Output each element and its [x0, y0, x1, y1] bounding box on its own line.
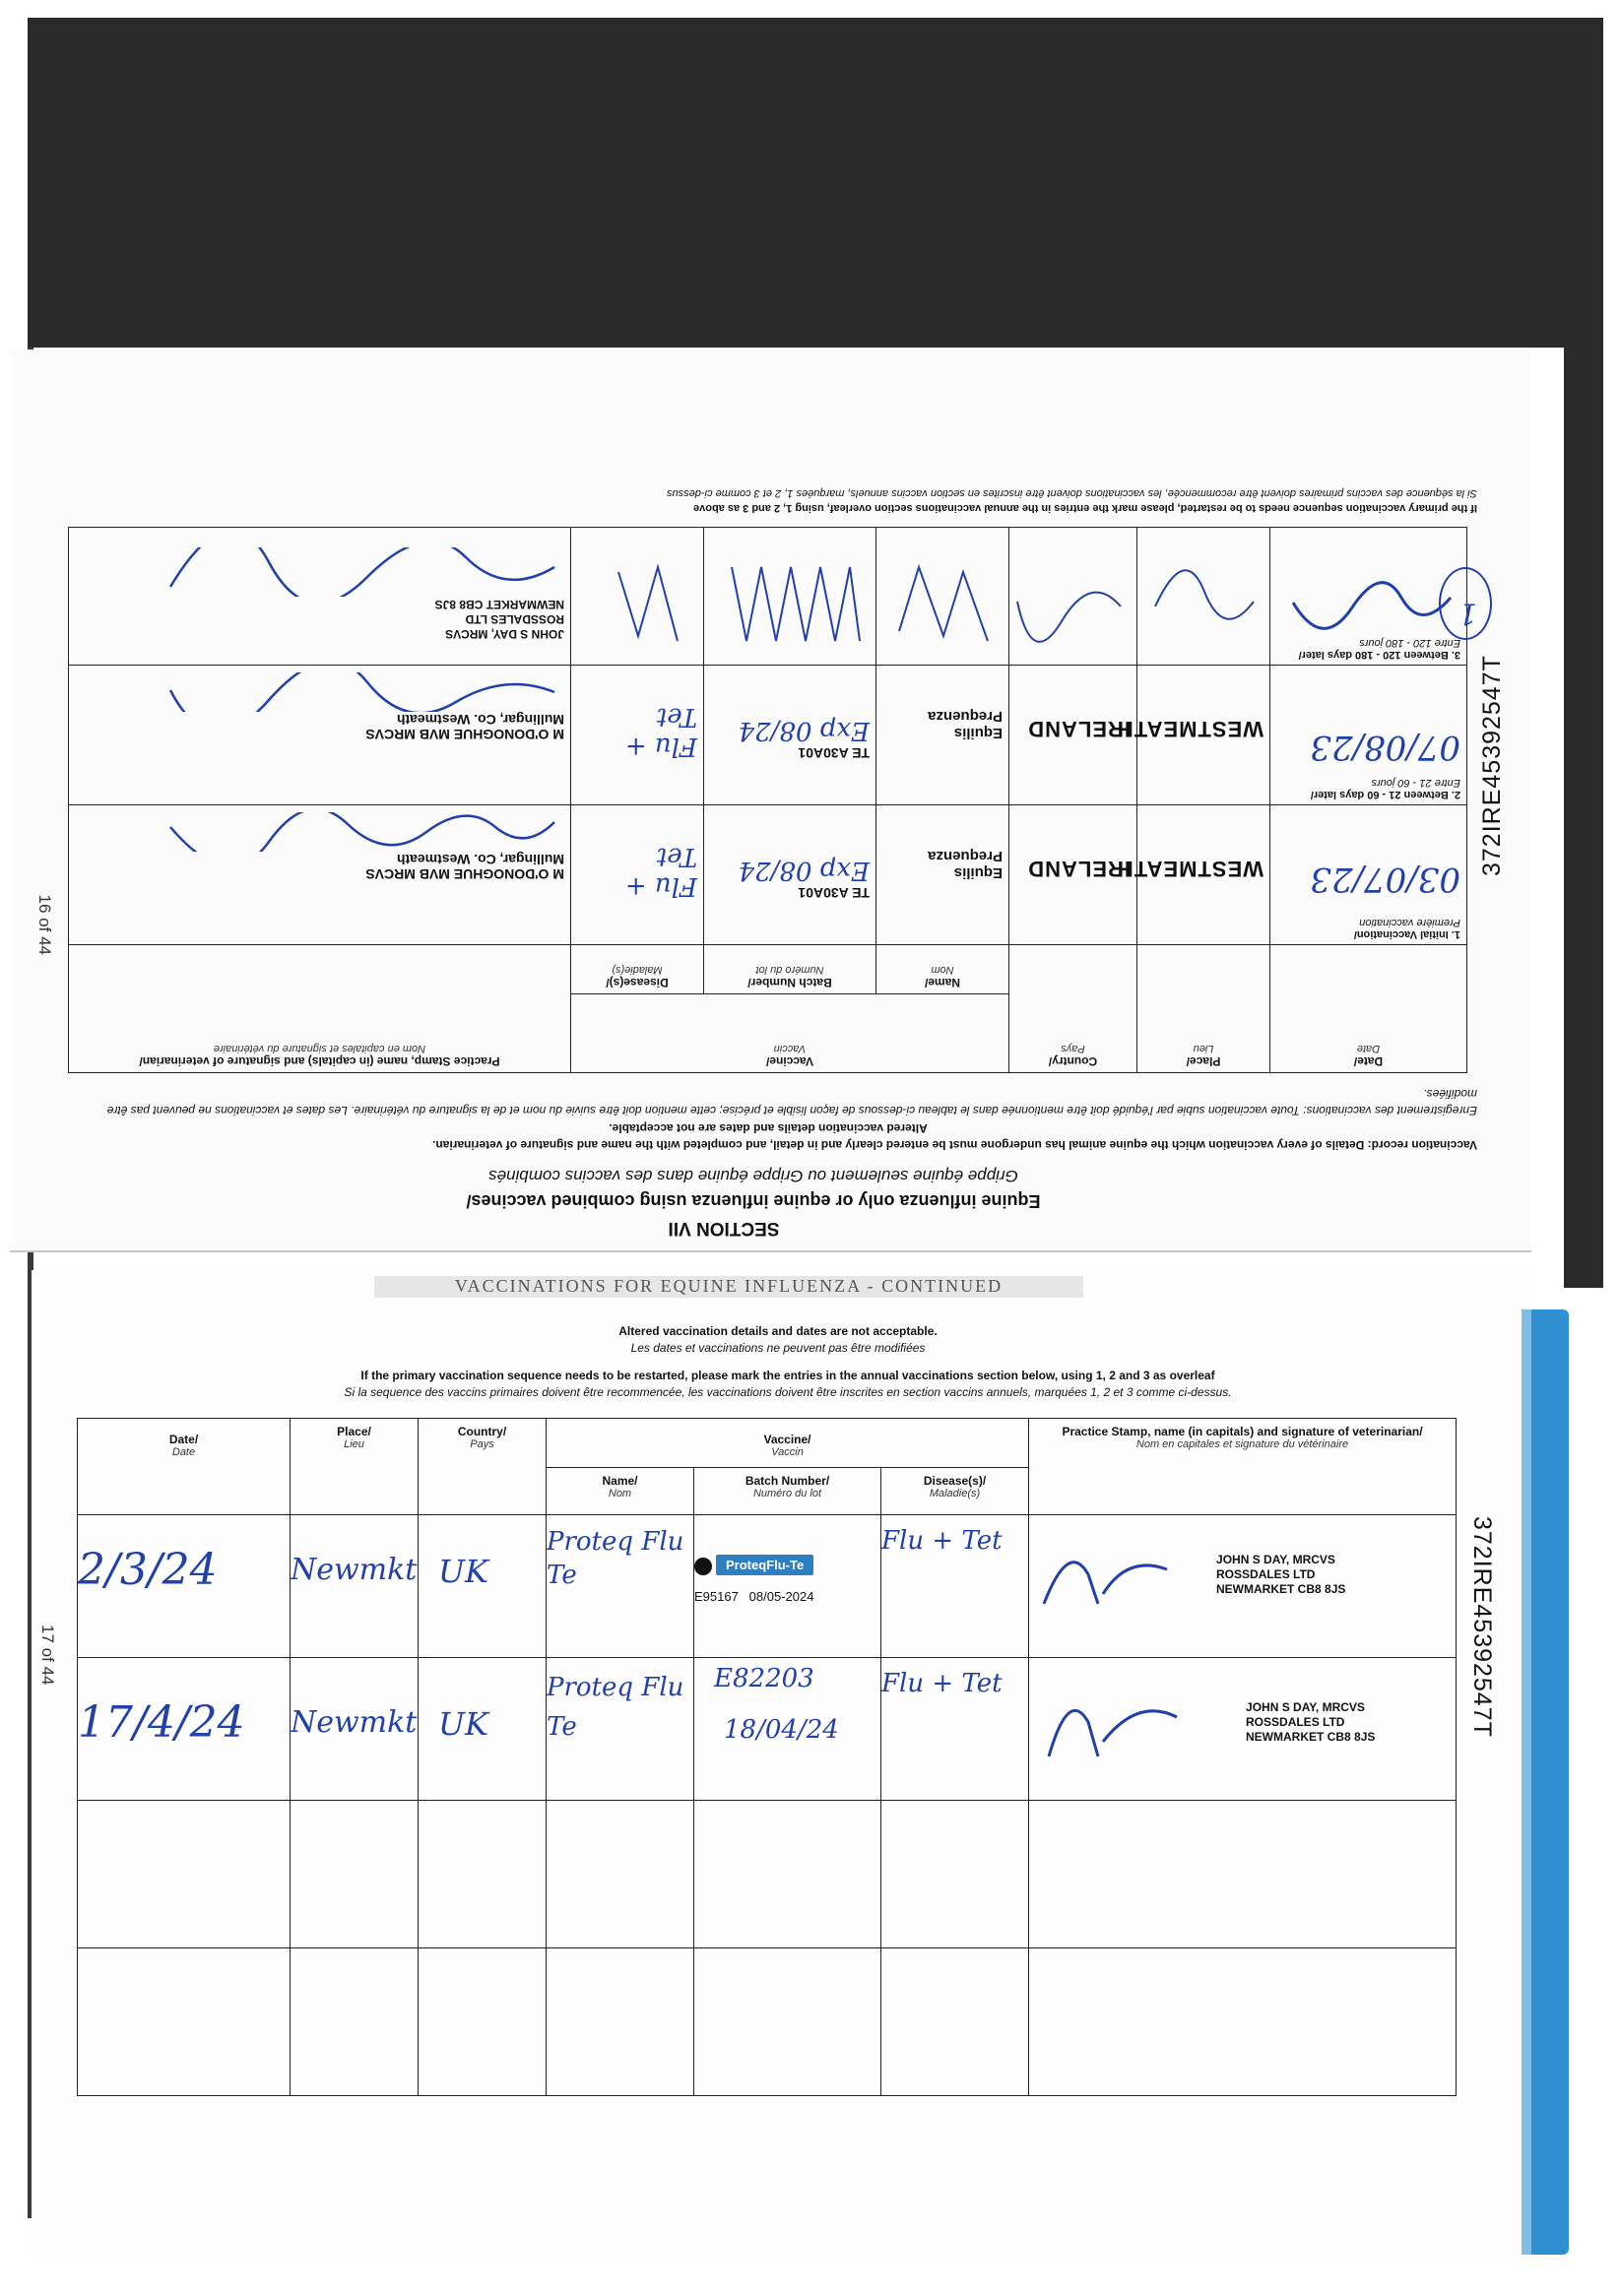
- batch-cell: [704, 528, 876, 666]
- signature: [1029, 1678, 1187, 1766]
- seal-icon: [694, 1558, 712, 1575]
- section-heading-fr: Grippe équine seulement ou Grippe équine dans des vaccins combinés: [488, 1167, 1018, 1185]
- table-row: [78, 1801, 1457, 1948]
- passport-id: 372IRE45392547T: [1478, 655, 1506, 876]
- header-name: Name/ Nom: [876, 945, 1009, 994]
- place-cell: [291, 1948, 419, 2096]
- header-vaccine: Vaccine/ Vaccin: [547, 1419, 1029, 1468]
- name-cell: Equilis Prequenza: [876, 666, 1009, 805]
- stamp-cell: [1029, 1948, 1457, 2096]
- stamp-cell: M O'DONOGHUE MVB MRCVS Mullingar, Co. Westmeath: [68, 805, 570, 945]
- header-disease: Disease(s)/ Maladie(s): [881, 1468, 1029, 1515]
- page-number: 17 of 44: [38, 1625, 57, 1686]
- place-cell: [1137, 528, 1270, 666]
- upper-page: [10, 350, 1531, 1252]
- header-stamp: Practice Stamp, name (in capitals) and signature of veterinarian/ Nom en capitales et signature du vétérinaire: [1029, 1419, 1457, 1515]
- primary-vaccination-table: [68, 527, 1467, 1073]
- scribble: [1012, 552, 1131, 661]
- signature: [151, 672, 564, 712]
- date-cell: [78, 1948, 291, 2096]
- country-cell: [419, 1948, 547, 2096]
- record-text: Vaccination record: Details of every vaccination which the equine animal has undergone must be entered clearly and in detail, and completed with the name and signature of veterinarian.: [432, 1138, 1477, 1152]
- header-stamp: Practice Stamp, name (in capitals) and signature of veterinarian/ Nom en capitales et signature du vétérinaire: [68, 945, 570, 1073]
- signature: [151, 812, 564, 852]
- passport-id: 372IRE45392547T: [1468, 1516, 1496, 1738]
- banner: VACCINATIONS FOR EQUINE INFLUENZA - CONTINUED: [374, 1276, 1083, 1298]
- place-cell: Newmkt: [291, 1658, 419, 1801]
- name-cell: Equilis Prequenza: [876, 805, 1009, 945]
- date-cell: [78, 1658, 291, 1801]
- date-value: 07/08/23: [1310, 728, 1460, 767]
- header-batch: Batch Number/ Numéro du lot: [694, 1468, 881, 1515]
- date-value: 2/3/24: [78, 1545, 218, 1595]
- country-cell: UK: [419, 1658, 547, 1801]
- upper-page-rotated-content: [10, 350, 1531, 1250]
- table-row: [68, 666, 1466, 805]
- date-value: 17/4/24: [78, 1697, 245, 1748]
- page-number: 16 of 44: [35, 894, 54, 955]
- section-heading: Equine influenza only or equine influenza using combined vaccines/: [466, 1191, 1041, 1211]
- date-value: 03/07/23: [1310, 860, 1460, 899]
- header-country: Country/ Pays: [419, 1419, 547, 1515]
- place-cell: WESTMEATH: [1137, 666, 1270, 805]
- record-text-fr: Enregistrement des vaccinations: Toute vaccination subie par l'équidé doit être mentionnée dans le tableau ci-dessous de façon lisible et précise; cette mention doit être suivie du nom et de la signature du vétérinaire. Les dates et vaccinations ne peuvent pas être modifiées.: [106, 1087, 1477, 1117]
- table-row: [78, 1658, 1457, 1801]
- stamp-cell: [1029, 1801, 1457, 1948]
- country-cell: [1009, 528, 1137, 666]
- scribble: [579, 552, 697, 661]
- name-cell: [547, 1801, 694, 1948]
- scribble: [1145, 552, 1264, 661]
- restart-note-fr: Si la sequence des vaccins primaires doivent être recommencée, les vaccinations doivent être inscrites en section vaccins annuels, marquées 1, 2 et 3 comme ci-dessus.: [344, 1385, 1232, 1399]
- header-date: Date/ Date: [1270, 945, 1467, 1073]
- altered-text: Altered vaccination details and dates are not acceptable.: [609, 1121, 928, 1135]
- scanner-background-edge: [1564, 18, 1603, 1288]
- date-cell: 3. Between 120 - 180 days later/ Entre 120 - 180 jours: [1270, 528, 1467, 666]
- stamp-cell: JOHN S DAY, MRCVS ROSSDALES LTD NEWMARKET CB8 8JS: [1029, 1515, 1457, 1658]
- restart-note: If the primary vaccination sequence needs to be restarted, please mark the entries in the annual vaccinations section below, using 1, 2 and 3 as overleaf: [360, 1369, 1215, 1382]
- scribble: [712, 552, 870, 661]
- date-cell: [78, 1515, 291, 1658]
- disease-cell: [881, 1948, 1029, 2096]
- scribble: [1283, 578, 1460, 637]
- batch-cell: TE A30A01 Exp 08/24: [704, 666, 876, 805]
- place-cell: [291, 1801, 419, 1948]
- batch-cell: [694, 1515, 881, 1658]
- header-name: Name/ Nom: [547, 1468, 694, 1515]
- place-cell: WESTMEATH: [1137, 805, 1270, 945]
- signature: [151, 547, 564, 597]
- name-cell: [876, 528, 1009, 666]
- name-cell: [547, 1948, 694, 2096]
- table-row: [78, 1948, 1457, 2096]
- batch-cell: TE A30A01 Exp 08/24: [704, 805, 876, 945]
- disease-cell: Flu + Tet: [881, 1515, 1029, 1658]
- expiry: 18/04/24: [724, 1715, 839, 1745]
- restart-note-fr: Si la séquence des vaccins primaires doivent être recommencée, les vaccinations doivent être inscrites en section vaccins annuels, marquées 1, 2 et 3 comme ci-dessus: [667, 487, 1477, 499]
- binder-edge: [1531, 1309, 1569, 2255]
- place-cell: Newmkt: [291, 1515, 419, 1658]
- disease-cell: [570, 528, 703, 666]
- header-place: Place/ Lieu: [291, 1419, 419, 1515]
- altered-note-fr: Les dates et vaccinations ne peuvent pas être modifiées: [630, 1341, 926, 1355]
- batch-cell: [694, 1801, 881, 1948]
- table-row: [78, 1515, 1457, 1658]
- table-row: [68, 805, 1466, 945]
- annual-vaccination-table: [77, 1418, 1457, 2096]
- margin-mark: 1: [1458, 596, 1477, 630]
- scribble: [884, 552, 1003, 661]
- disease-cell: Flu + Tet: [570, 805, 703, 945]
- header-place: Place/ Lieu: [1137, 945, 1270, 1073]
- date-cell: 2. Between 21 - 60 days later/ Entre 21 - 60 jours 07/08/23: [1270, 666, 1467, 805]
- signature: [1029, 1535, 1177, 1614]
- disease-cell: Flu + Tet: [570, 666, 703, 805]
- section-title: SECTION VII: [668, 1218, 780, 1239]
- restart-note: If the primary vaccination sequence needs to be restarted, please mark the entries in the annual vaccinations section overleaf, using 1, 2 and 3 as above: [693, 502, 1477, 514]
- stamp-cell: JOHN S DAY, MRCVS ROSSDALES LTD NEWMARKET CB8 8JS: [68, 528, 570, 666]
- name-cell: Proteq Flu Te: [547, 1515, 694, 1658]
- disease-cell: [881, 1801, 1029, 1948]
- header-vaccine: Vaccine/ Vaccin: [570, 994, 1008, 1073]
- batch-number: E95167 08/05-2024: [694, 1589, 814, 1604]
- name-cell: Proteq Flu Te: [547, 1658, 694, 1801]
- header-batch: Batch Number/ Numéro du lot: [704, 945, 876, 994]
- header-date: Date/ Date: [78, 1419, 291, 1515]
- altered-note: Altered vaccination details and dates are not acceptable.: [618, 1324, 938, 1338]
- batch-cell: [694, 1948, 881, 2096]
- scanner-background: [28, 18, 1603, 348]
- country-cell: UK: [419, 1515, 547, 1658]
- date-cell: 1. Initial Vaccination/ Première vaccination 03/07/23: [1270, 805, 1467, 945]
- table-row: [68, 528, 1466, 666]
- vaccine-label: ProteqFlu-Te: [716, 1555, 813, 1575]
- header-country: Country/ Pays: [1009, 945, 1137, 1073]
- batch-cell: [694, 1658, 881, 1801]
- stamp-cell: JOHN S DAY, MRCVS ROSSDALES LTD NEWMARKET CB8 8JS: [1029, 1658, 1457, 1801]
- disease-cell: Flu + Tet: [881, 1658, 1029, 1801]
- country-cell: [419, 1801, 547, 1948]
- date-cell: [78, 1801, 291, 1948]
- stamp-cell: M O'DONOGHUE MVB MRCVS Mullingar, Co. Westmeath: [68, 666, 570, 805]
- country-cell: IRELAND: [1009, 666, 1137, 805]
- batch-number: E82203: [714, 1664, 814, 1693]
- country-cell: IRELAND: [1009, 805, 1137, 945]
- header-disease: Disease(s)/ Maladie(s): [570, 945, 703, 994]
